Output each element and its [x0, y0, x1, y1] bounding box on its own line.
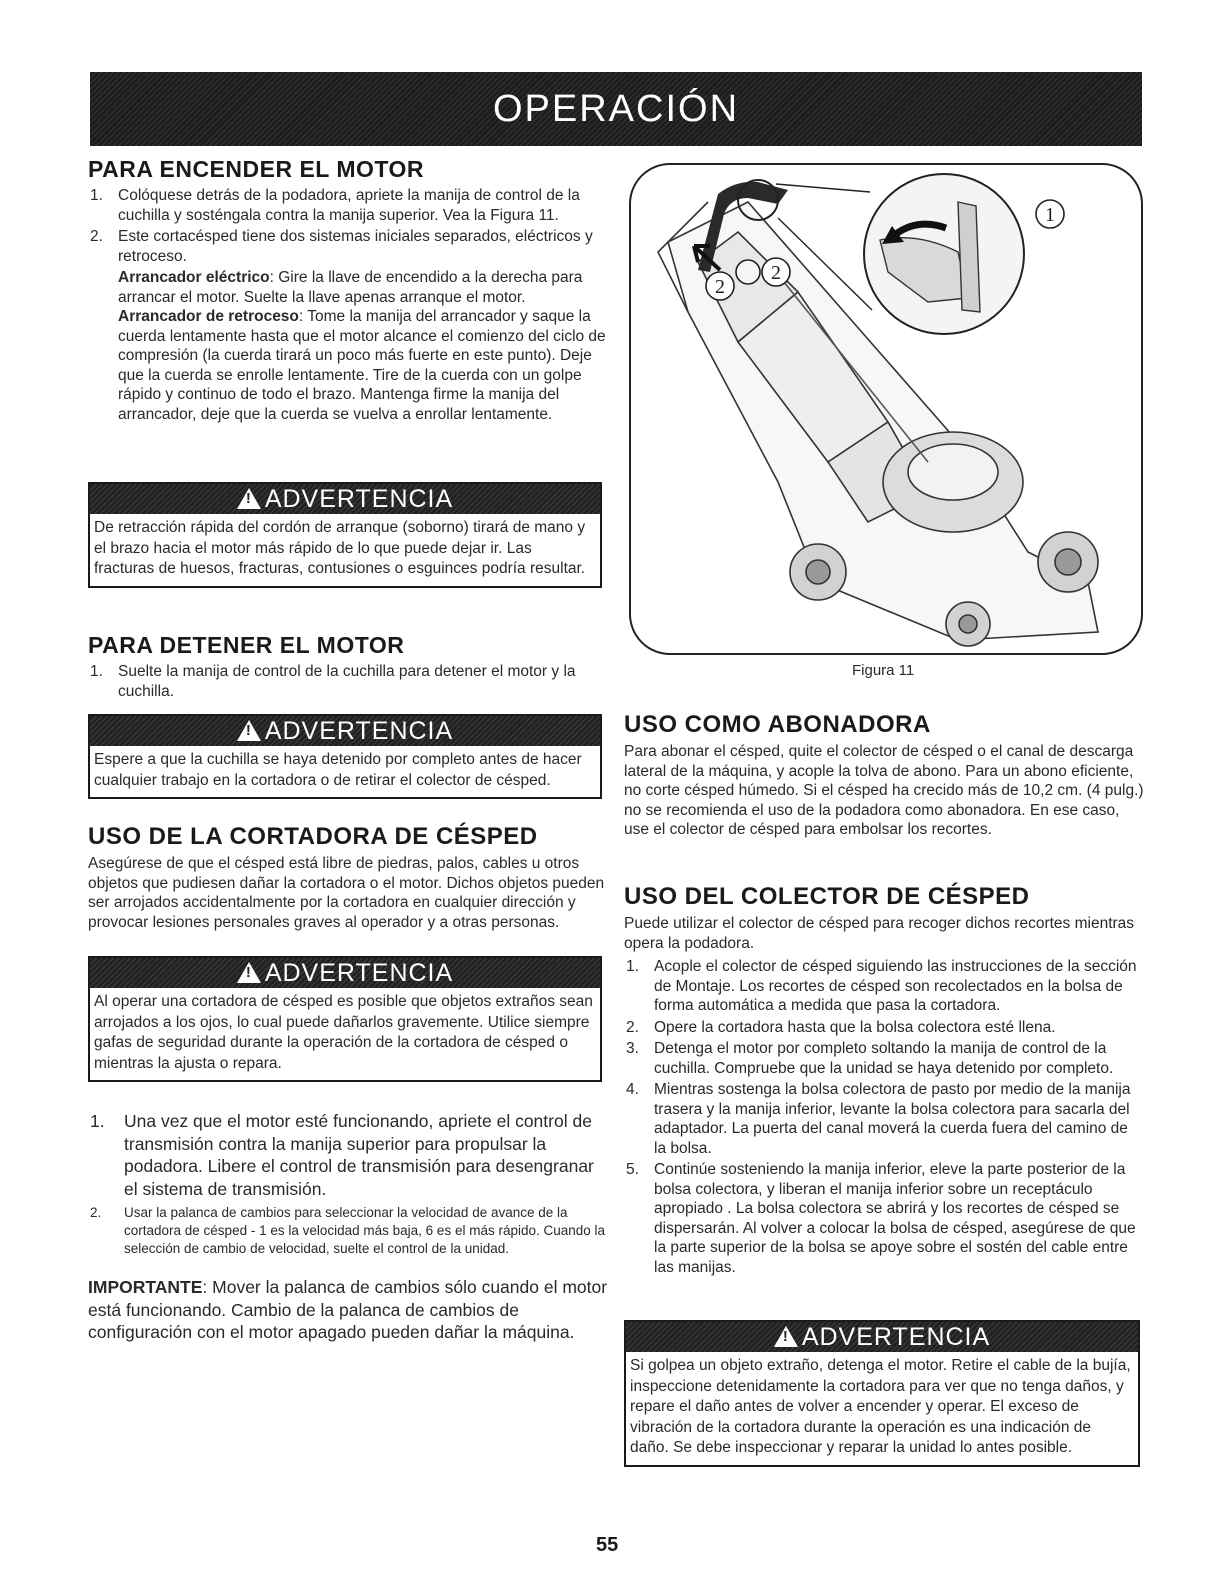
step-number: 2.	[90, 1205, 102, 1220]
stop-motor-steps	[88, 662, 608, 701]
warning-header	[90, 716, 600, 746]
electric-starter-text: : Gire la llave de encendido a la derecha para arrancar el motor. Suelte la llave apenas arranque el motor.	[118, 269, 583, 306]
warning-title: ADVERTENCIA	[264, 958, 454, 987]
recoil-starter-paragraph	[118, 307, 608, 424]
mower-use-intro: Asegúrese de que el césped está libre de piedras, palos, cables u otros objetos que pudiesen dañar la cortadora o el motor. Dichos objetos pueden ser arrojados accidentalmente por la cortadora en cualquier dirección y provocar lesiones personales graves al operador y a otras personas.	[88, 855, 605, 931]
mower-use-section	[88, 824, 608, 932]
grass-catcher-section	[624, 884, 1144, 1279]
mulcher-section	[624, 712, 1144, 840]
warning-text: Al operar una cortadora de césped es posible que objetos extraños sean arrojados a los ojos, lo cual puede dañarlos gravemente. Utilice siempre gafas de seguridad durante la operación de la cortadora de césped o mientras la ajusta o repara.	[94, 993, 593, 1072]
warning-header	[90, 484, 600, 514]
warning-text: Si golpea un objeto extraño, detenga el motor. Retire el cable de la bujía, inspeccione detenidamente la cortadora para ver que no tenga daños, y repare el daño antes de volver a encender y operar. El exceso de vibración de la cortadora durante la operación es una indicación de daño. Se debe inspeccionar y reparar la unidad lo antes posible.	[630, 1357, 1131, 1456]
list-item	[624, 1039, 1144, 1078]
mower-use-heading: USO DE LA CORTADORA DE CÉSPED	[88, 823, 538, 850]
warning-box	[88, 956, 602, 1082]
warning-triangle-icon	[774, 1326, 798, 1347]
step-number: 2.	[626, 1018, 639, 1036]
page-number: 55	[596, 1534, 619, 1556]
start-motor-steps	[88, 186, 608, 424]
step-number: 4.	[626, 1081, 639, 1098]
banner-title: OPERACIÓN	[492, 87, 740, 130]
mower-use-steps	[88, 1110, 608, 1344]
step-number: 5.	[626, 1161, 639, 1178]
step-text: Acople el colector de césped siguiendo las instrucciones de la sección de Montaje. Los recortes de césped son recolectados en la bolsa de forma automática a medida que pasa la cortadora.	[654, 958, 1137, 1014]
list-item	[88, 1204, 608, 1258]
mulcher-heading: USO COMO ABONADORA	[624, 711, 931, 738]
figure-11	[628, 162, 1144, 656]
start-motor-heading: PARA ENCENDER EL MOTOR	[88, 156, 425, 182]
start-motor-section	[88, 156, 608, 426]
warning-triangle-icon	[237, 720, 261, 741]
step-number: 3.	[626, 1040, 639, 1057]
warning-title: ADVERTENCIA	[801, 1322, 991, 1351]
important-text: : Mover la palanca de cambios sólo cuando el motor está funcionando. Cambio de la palanca de cambios de configuración con el motor apagado pueden dañar la máquina.	[88, 1277, 608, 1342]
mulcher-text: Para abonar el césped, quite el colector de césped o el canal de descarga lateral de la máquina, y acople la tolva de abono. Para un abono eficiente, no corte césped húmedo. Si el césped ha crecido más de 10,2 cm. (4 pulg.) no se recomienda el uso de la podadora como abonadora. En ese caso, use el colector de césped para embolsar los recortes.	[624, 743, 1144, 838]
warning-text: De retracción rápida del cordón de arranque (soborno) tirará de mano y el brazo hacia el motor más rápido de lo que puede dejar ir. Las fracturas de huesos, fracturas, contusiones o esguinces podría resultar.	[94, 519, 586, 577]
warning-header	[626, 1322, 1138, 1352]
step-number: 1.	[90, 1111, 105, 1131]
list-item	[624, 1160, 1144, 1277]
callout-1-label: 1	[1045, 204, 1055, 226]
list-item	[624, 957, 1144, 1016]
warning-title: ADVERTENCIA	[264, 716, 454, 745]
list-item	[88, 1110, 608, 1200]
callout-2a	[762, 258, 790, 286]
warning-triangle-icon	[237, 962, 261, 983]
warning-box	[88, 482, 602, 588]
step-text: Continúe sosteniendo la manija inferior, eleve la parte posterior de la bolsa colectora, y liberan el manija inferior sobre un receptáculo apropiado . La bolsa colectora se abrirá y los recortes de césped se dispersarán. Al volver a colocar la bolsa de césped, asegúrese de que la parte superior de la bolsa se apoye sobre el sostén del cable entre las manijas.	[654, 1161, 1136, 1276]
electric-starter-paragraph	[118, 268, 608, 307]
step-text: Colóquese detrás de la podadora, apriete la manija de control de la cuchilla y sosténgala contra la manija superior. Vea la Figura 11.	[118, 187, 580, 224]
stop-motor-heading: PARA DETENER EL MOTOR	[88, 632, 405, 658]
zoom-detail	[864, 174, 1024, 334]
important-label: IMPORTANTE	[88, 1277, 203, 1297]
step-number: 1.	[90, 187, 103, 204]
warning-title: ADVERTENCIA	[264, 484, 454, 513]
step-text: Detenga el motor por completo soltando la manija de control de la cuchilla. Compruebe que la unidad se haya detenido por completo.	[654, 1040, 1114, 1077]
warning-triangle-icon	[237, 488, 261, 509]
callout-1	[1036, 200, 1064, 228]
grass-catcher-intro: Puede utilizar el colector de césped para recoger dichos recortes mientras opera la podadora.	[624, 915, 1135, 952]
rope-guide-detail	[736, 260, 760, 284]
step-number: 1.	[626, 958, 639, 975]
step-number: 1.	[90, 663, 103, 680]
warning-box	[624, 1320, 1140, 1467]
grass-catcher-heading: USO DEL COLECTOR DE CÉSPED	[624, 883, 1030, 910]
figure-caption: Figura 11	[852, 662, 915, 679]
list-item	[624, 1080, 1144, 1158]
list-item	[88, 186, 608, 225]
step-text: Este cortacésped tiene dos sistemas iniciales separados, eléctricos y retroceso.	[118, 228, 593, 265]
list-item	[624, 1018, 1144, 1038]
step-text: Suelte la manija de control de la cuchilla para detener el motor y la cuchilla.	[118, 663, 576, 700]
step-text: Una vez que el motor esté funcionando, apriete el control de transmisión contra la manija superior para propulsar la podadora. Libere el control de transmisión para desengranar el sistema de transmisión.	[124, 1111, 594, 1199]
callout-2b	[706, 272, 734, 300]
step-text: Opere la cortadora hasta que la bolsa colectora esté llena.	[654, 1018, 1056, 1036]
step-number: 2.	[90, 228, 103, 245]
recoil-starter-text: : Tome la manija del arrancador y saque la cuerda lentamente hasta que el motor alcance el comienzo del ciclo de compresión (la cuerda tirará un poco más fuerte en este punto). Deje que la cuerda se enrolle lentamente. Tire de la cuerda con un golpe rápido y continuo de todo el brazo. Mantenga firme la manija del arrancador, deje que la cuerda se vuelva a enrollar lentamente.	[118, 308, 606, 423]
section-banner	[90, 72, 1142, 146]
mower-illustration	[628, 162, 1144, 656]
warning-header	[90, 958, 600, 988]
step-text: Usar la palanca de cambios para seleccionar la velocidad de avance de la cortadora de césped - 1 es la velocidad más baja, 6 es el más rápido. Cuando la selección de cambio de velocidad, suelte el control de la unidad.	[124, 1205, 606, 1256]
list-item	[88, 227, 608, 424]
list-item	[88, 662, 608, 701]
electric-starter-label: Arrancador eléctrico	[118, 269, 270, 286]
callout-2a-label: 2	[771, 262, 781, 284]
stop-motor-section	[88, 632, 608, 703]
callout-2b-label: 2	[715, 276, 725, 298]
warning-box	[88, 714, 602, 799]
warning-text: Espere a que la cuchilla se haya detenido por completo antes de hacer cualquier trabajo en la cortadora o de retirar el colector de césped.	[94, 751, 582, 789]
important-note	[88, 1276, 608, 1344]
recoil-starter-label: Arrancador de retroceso	[118, 308, 299, 325]
step-text: Mientras sostenga la bolsa colectora de pasto por medio de la manija trasera y la manija inferior, levante la bolsa colectora para sacarla del adaptador. La puerta del canal moverá la cuerda fuera del camino de la bolsa.	[654, 1081, 1131, 1157]
grass-catcher-steps	[624, 957, 1144, 1277]
